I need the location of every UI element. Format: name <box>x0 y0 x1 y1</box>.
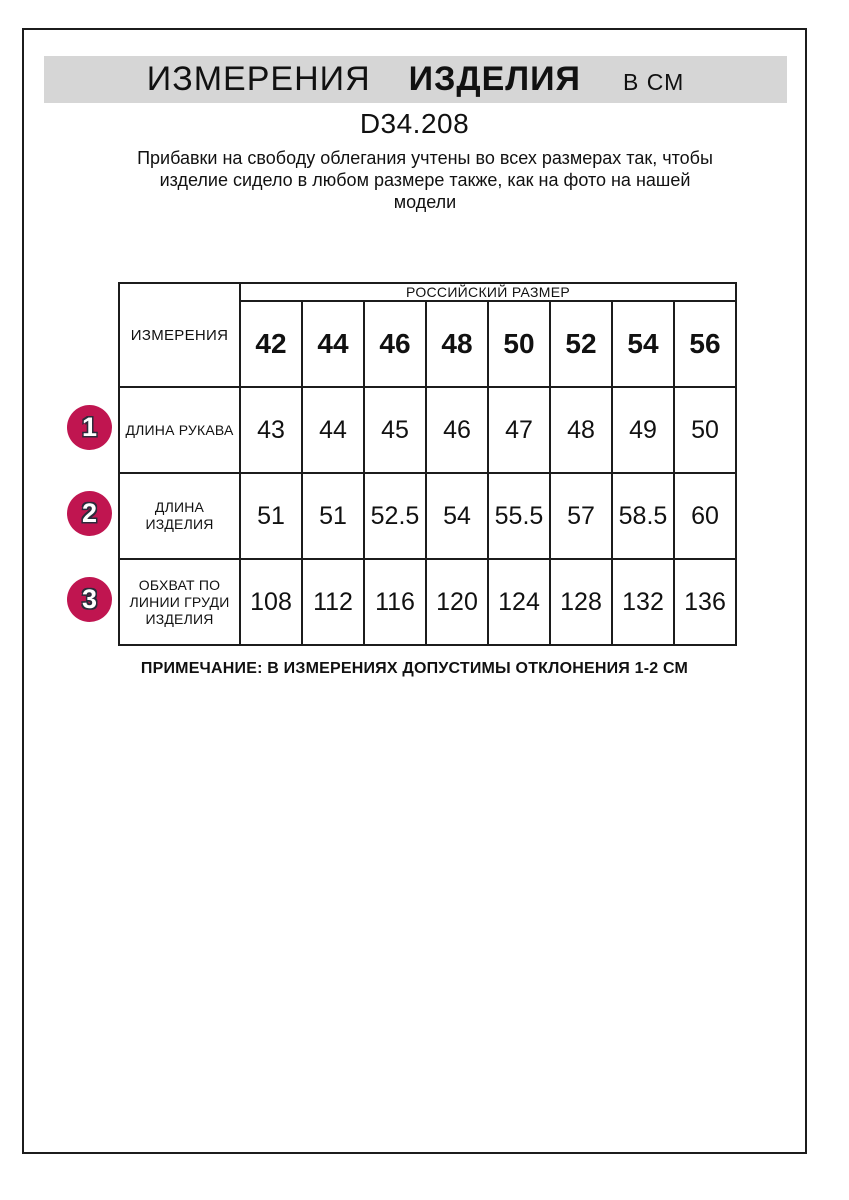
measurement-value: 124 <box>488 559 550 645</box>
size-header-46: 46 <box>364 301 426 387</box>
size-header-50: 50 <box>488 301 550 387</box>
title-unit-cm: В СМ <box>623 69 685 95</box>
fit-description <box>105 147 745 213</box>
measurement-value: 50 <box>674 387 736 473</box>
measurement-value: 58.5 <box>612 473 674 559</box>
group-header-row <box>119 283 736 301</box>
size-header-52: 52 <box>550 301 612 387</box>
description-line: модели <box>393 192 457 212</box>
measurement-value: 48 <box>550 387 612 473</box>
size-header-54: 54 <box>612 301 674 387</box>
description-line: Прибавки на свободу облегания учтены во всех размерах так, чтобы <box>137 148 713 168</box>
size-table-body <box>119 387 736 645</box>
size-table <box>118 282 737 646</box>
russian-size-header: РОССИЙСКИЙ РАЗМЕР <box>240 283 736 301</box>
title-bar <box>44 56 787 103</box>
size-header-56: 56 <box>674 301 736 387</box>
product-code: D34.208 <box>359 108 470 139</box>
size-header-42: 42 <box>240 301 302 387</box>
measurement-value: 51 <box>240 473 302 559</box>
measurement-value: 55.5 <box>488 473 550 559</box>
measurement-row-1 <box>119 387 736 473</box>
measurement-value: 136 <box>674 559 736 645</box>
size-header-44: 44 <box>302 301 364 387</box>
measurement-value: 108 <box>240 559 302 645</box>
measurement-value: 44 <box>302 387 364 473</box>
tolerance-note: ПРИМЕЧАНИЕ: В ИЗМЕРЕНИЯХ ДОПУСТИМЫ ОТКЛОНЕНИЯ 1-2 СМ <box>140 660 689 677</box>
size-header-48: 48 <box>426 301 488 387</box>
row-marker-1: 1 <box>67 405 112 450</box>
measurement-value: 47 <box>488 387 550 473</box>
measurement-row-3 <box>119 559 736 645</box>
measurement-value: 45 <box>364 387 426 473</box>
description-line: изделие сидело в любом размере также, как на фото на нашей <box>159 170 691 190</box>
measurement-value: 128 <box>550 559 612 645</box>
measurement-value: 46 <box>426 387 488 473</box>
measurement-value: 52.5 <box>364 473 426 559</box>
measurement-value: 120 <box>426 559 488 645</box>
row-marker-3: 3 <box>67 577 112 622</box>
measurement-label: ОБХВАТ ПО ЛИНИИ ГРУДИ ИЗДЕЛИЯ <box>119 559 240 645</box>
measurement-label: ДЛИНА РУКАВА <box>119 387 240 473</box>
measurements-column-header: ИЗМЕРЕНИЯ <box>119 283 240 387</box>
measurement-value: 51 <box>302 473 364 559</box>
measurement-value: 132 <box>612 559 674 645</box>
measurement-value: 49 <box>612 387 674 473</box>
row-marker-2: 2 <box>67 491 112 536</box>
measurement-row-2 <box>119 473 736 559</box>
title-word-measurements: ИЗМЕРЕНИЯ <box>146 60 371 98</box>
measurement-value: 60 <box>674 473 736 559</box>
measurement-value: 57 <box>550 473 612 559</box>
measurement-label: ДЛИНА ИЗДЕЛИЯ <box>119 473 240 559</box>
measurement-value: 54 <box>426 473 488 559</box>
title-word-product: ИЗДЕЛИЯ <box>408 60 581 98</box>
measurement-value: 112 <box>302 559 364 645</box>
measurement-value: 43 <box>240 387 302 473</box>
size-table-header <box>119 283 736 387</box>
measurement-value: 116 <box>364 559 426 645</box>
